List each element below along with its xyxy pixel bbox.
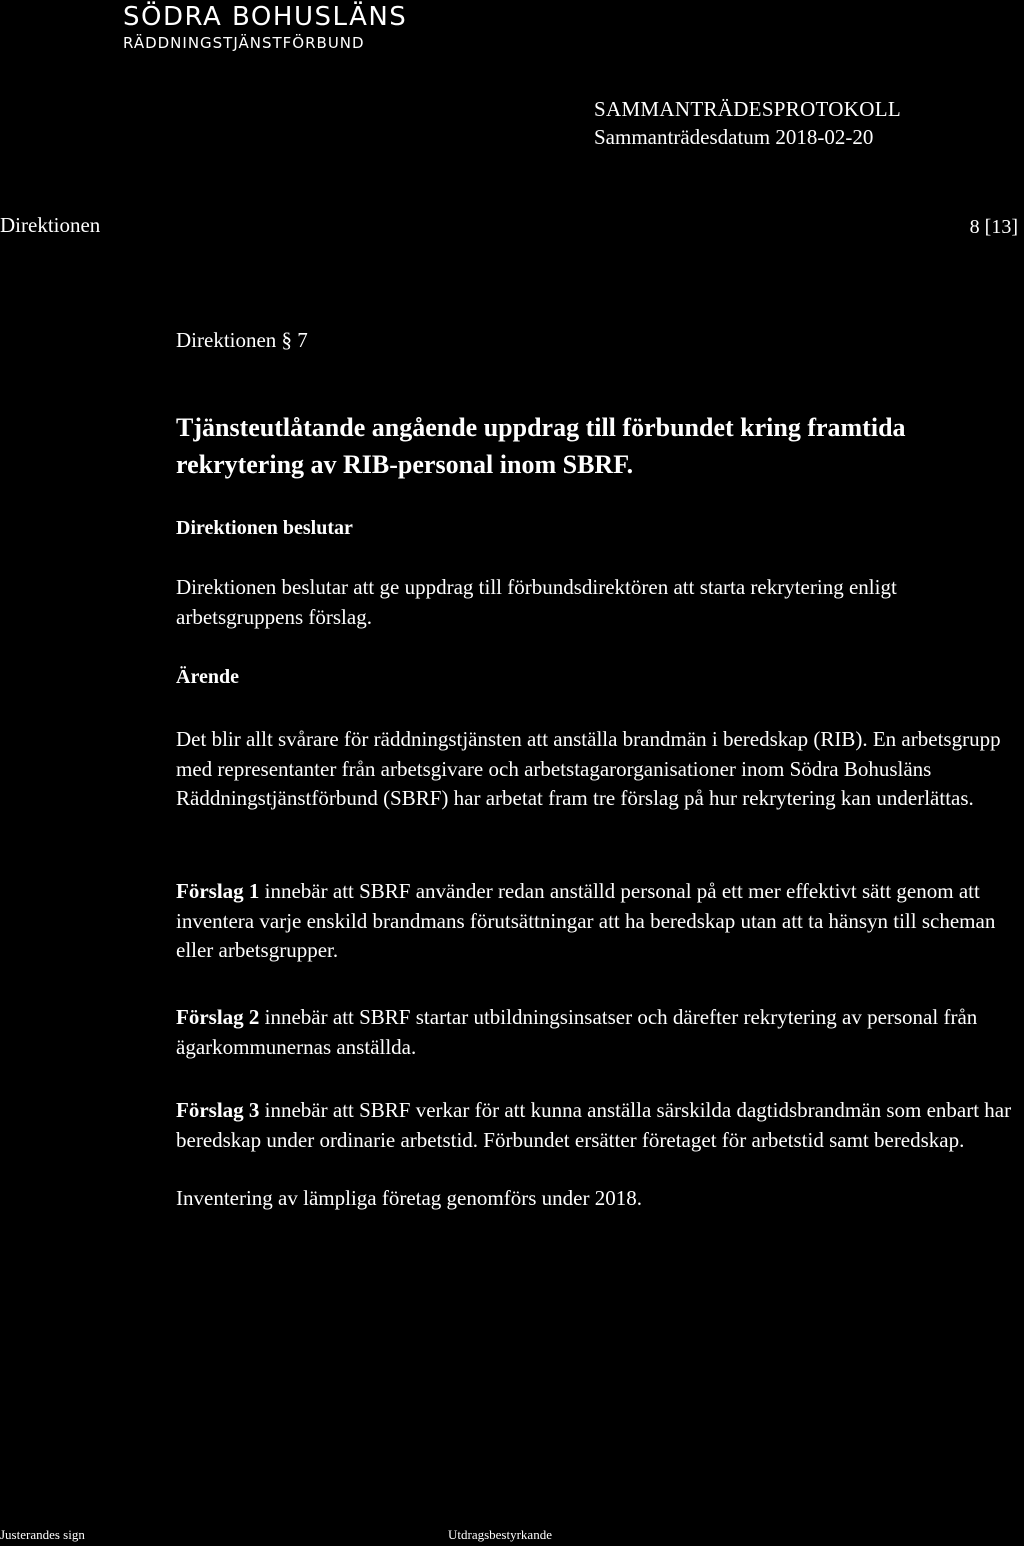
proposal-1 [176,877,1022,966]
organization-subtitle: RÄDDNINGSTJÄNSTFÖRBUND [123,34,365,52]
section-reference: Direktionen § 7 [176,328,308,352]
meeting-date: Sammanträdesdatum 2018-02-20 [594,125,874,149]
proposal-3-text: innebär att SBRF verkar för att kunna anställa särskilda dagtidsbrandmän som enbart har beredskap under ordinarie arbetstid. Förbundet ersätter företaget för arbetstid samt beredskap. [176,1098,1012,1152]
footer-signature-label: Justerandes sign [0,1527,85,1542]
decision-text: Direktionen beslutar att ge uppdrag till förbundsdirektören att starta rekrytering enligt arbetsgruppens förslag. [176,575,897,629]
proposal-1-label: Förslag 1 [176,879,260,903]
document-type: SAMMANTRÄDESPROTOKOLL [594,97,901,121]
closing-note: Inventering av lämpliga företag genomförs under 2018. [176,1186,642,1210]
section-title: Tjänsteutlåtande angående uppdrag till förbundet kring framtida rekrytering av RIB-personal inom SBRF. [176,413,906,479]
footer-certification-label: Utdragsbestyrkande [448,1527,552,1542]
matter-heading: Ärende [176,666,239,688]
matter-intro: Det blir allt svårare för räddningstjänsten att anställa brandmän i beredskap (RIB). En arbetsgrupp med representanter från arbetsgivare och arbetstagarorganisationer inom Södra Bohusläns Räddningstjänstförbund (SBRF) har arbetat fram tre förslag på hur rekrytering kan underlättas. [176,727,1001,810]
proposal-3 [176,1096,1022,1155]
decision-heading: Direktionen beslutar [176,517,353,539]
page-number: 8 [13] [969,216,1018,238]
proposal-2 [176,1003,1006,1062]
proposal-2-label: Förslag 2 [176,1005,260,1029]
proposal-2-text: innebär att SBRF startar utbildningsinsatser och därefter rekrytering av personal från ägarkommunernas anställda. [176,1005,978,1059]
proposal-1-text: innebär att SBRF använder redan anställd personal på ett mer effektivt sätt genom att inventera varje enskild brandmans förutsättningar att ha beredskap utan att ta hänsyn till scheman eller arbetsgrupper. [176,879,996,962]
organization-name: SÖDRA BOHUSLÄNS [123,2,408,32]
proposal-3-label: Förslag 3 [176,1098,260,1122]
body-name: Direktionen [0,213,101,237]
